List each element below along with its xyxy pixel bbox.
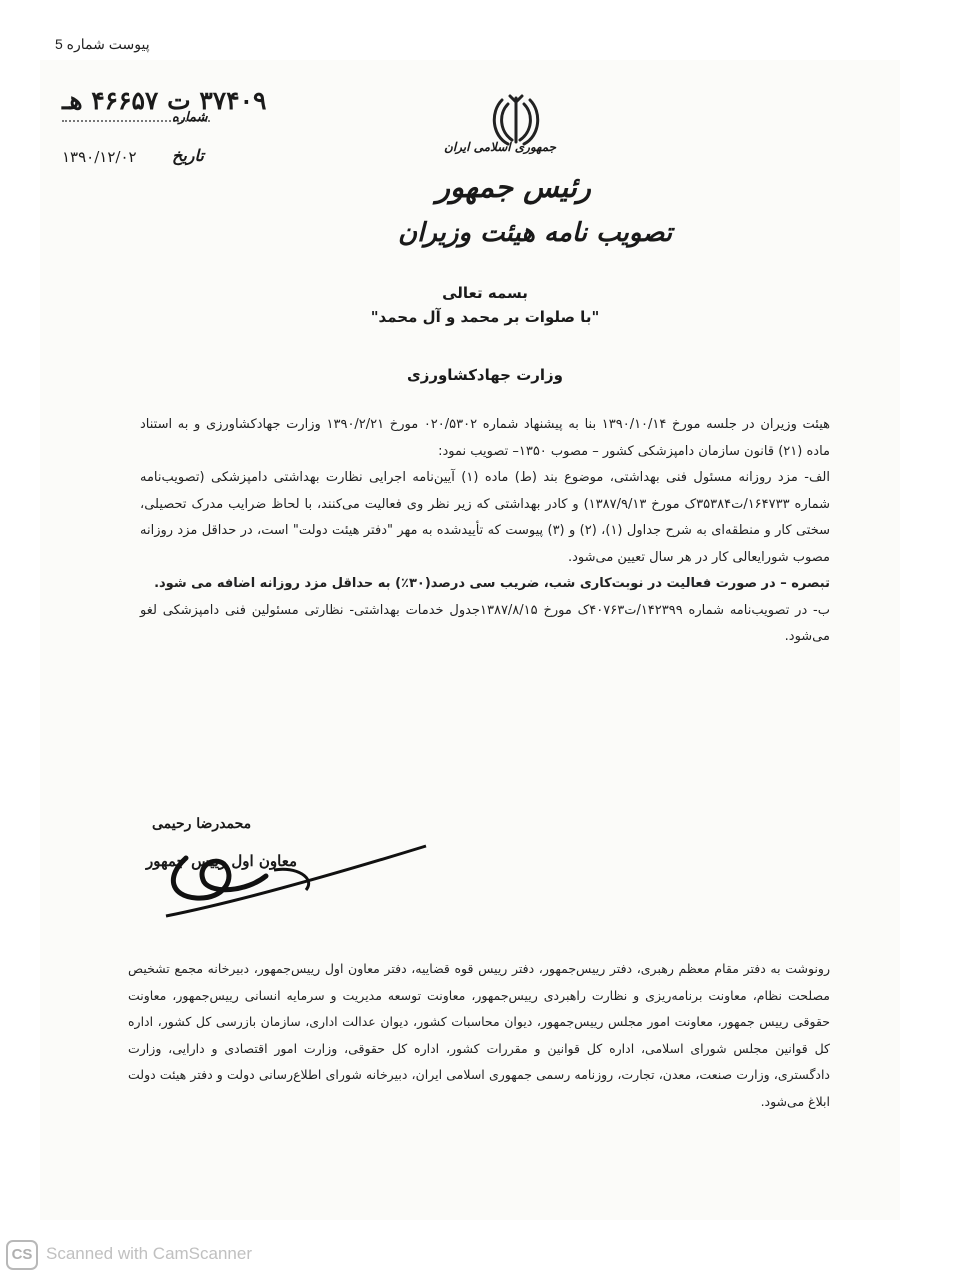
decree-body [140, 412, 830, 651]
scanned-document [40, 60, 900, 1220]
handwritten-signature-icon [156, 836, 446, 926]
intro-paragraph: هیئت وزیران در جلسه مورخ ۱۳۹۰/۱۰/۱۴ بنا به پیشنهاد شماره ۰۲۰/۵۳۰۲ مورخ ۱۳۹۰/۲/۲۱ وزارت جهادکشاورزی و به استناد ماده (۲۱) قانون سازمان دامپزشکی کشور – مصوب ۱۳۵۰– تصویب نمود: [140, 417, 830, 459]
signer-title: معاون اول رییس جمهور [146, 852, 297, 870]
emblem-caption: جمهوری اسلامی ایران [444, 140, 557, 154]
invocation-line-2: "با صلوات بر محمد و آل محمد" [370, 308, 600, 326]
number-caption: شماره [172, 110, 208, 125]
decree-title: تصویب نامه هیئت وزیران [398, 218, 673, 248]
camscanner-watermark: Scanned with CamScanner [46, 1244, 253, 1263]
signer-name: محمدرضا رحیمی [152, 816, 252, 832]
attachment-label: پیوست شماره 5 [55, 36, 150, 52]
addressee: وزارت جهادکشاورزی [406, 366, 564, 384]
note-paragraph: تبصره – در صورت فعالیت در نوبت‌کاری شب، ضریب سی درصد(۳۰٪) به حداقل مزد روزانه اضافه می شود. [154, 576, 830, 591]
date-caption: تاریخ [172, 146, 204, 165]
president-title: رئیس جمهور [436, 170, 591, 204]
letter-date: ۱۳۹۰/۱۲/۰۲ [62, 148, 137, 166]
letter-number: ۳۷۴۰۹ ت ۴۶۶۵۷ هـ [62, 86, 267, 115]
camscanner-logo: CS [6, 1240, 38, 1270]
clause-b: ب- در تصویب‌نامه شماره ۱۴۲۳۹۹/ت۴۰۷۶۳ک مورخ ۱۳۸۷/۸/۱۵جدول خدمات بهداشتی- نظارتی مسئولین فنی دامپزشکی لغو می‌شود. [140, 602, 830, 644]
distribution-list: رونوشت به دفتر مقام معظم رهبری، دفتر رییس‌جمهور، دفتر رییس قوه قضاییه، دفتر معاون اول رییس‌جمهور، دبیرخانه مجمع تشخیص مصلحت نظام، معاونت برنامه‌ریزی و نظارت راهبردی رییس‌جمهور، معاونت توسعه مدیریت و سرمایه انسانی رییس‌جمهور، معاونت حقوقی رییس جمهور، معاونت امور مجلس رییس‌جمهور، دیوان محاسبات کشور، دیوان عدالت اداری، سازمان بازرسی کل کشور، اداره کل قوانین مجلس شورای اسلامی، اداره کل قوانین و مقررات کشور، اداره کل حقوقی، وزارت امور اقتصادی و دارایی، وزارت دادگستری، وزارت صنعت، معدن، تجارت، روزنامه رسمی جمهوری اسلامی ایران، دبیرخانه شورای اطلاع‌رسانی دولت و دفتر هیئت دولت ابلاغ می‌شود. [128, 961, 830, 1109]
invocation-line-1: بسمه تعالی [442, 284, 528, 302]
clause-a: الف- مزد روزانه مسئول فنی بهداشتی، موضوع بند (ط) ماده (۱) آیین‌نامه اجرایی نظارت بهداشتی دامپزشکی (تصویب‌نامه شماره ۱۶۴۷۳۳/ت۳۵۳۸۴ک مورخ ۱۳۸۷/۹/۱۳) و کادر بهداشتی که زیر نظر وی فعالیت می‌کنند، با لحاظ ضرایب مدرک تحصیلی، سختی کار و منطقه‌ای به شرح جداول (۱)، (۲) و (۳) پیوست که تأییدشده به مهر "دفتر هیئت دولت" است، در حداقل مزد روزانه مصوب شورایعالی کار در هر سال تعیین می‌شود. [140, 470, 830, 565]
